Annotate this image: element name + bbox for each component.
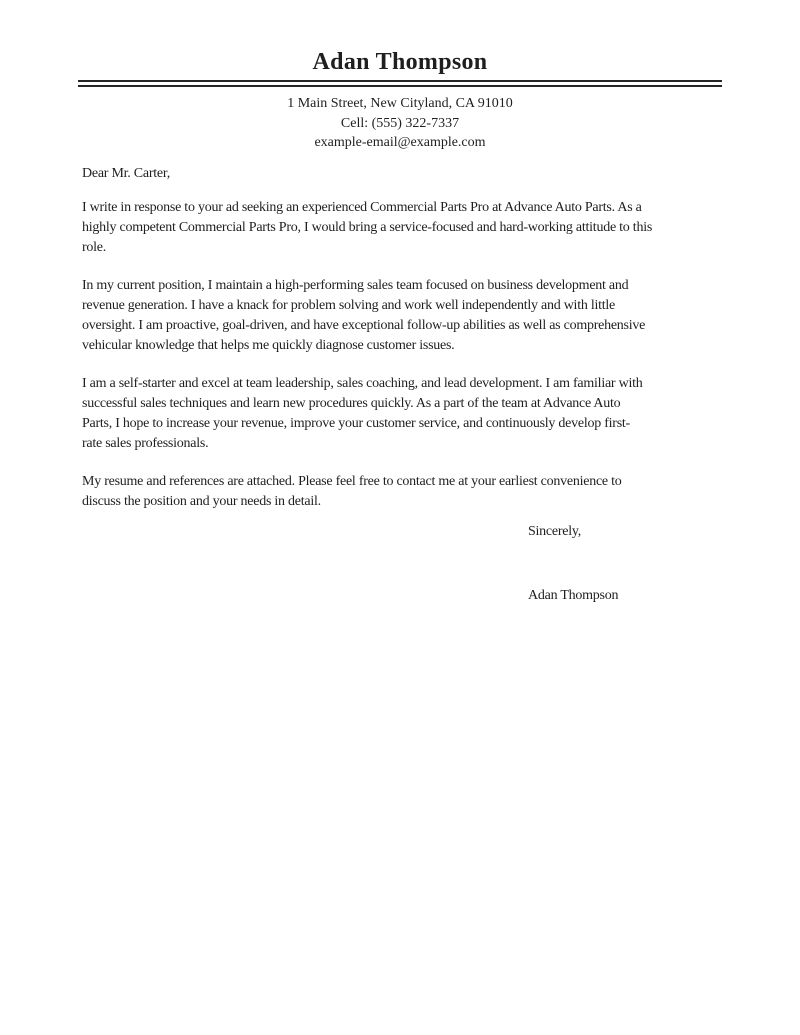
signature-name: Adan Thompson: [528, 587, 619, 603]
header-double-rule: [78, 80, 722, 87]
paragraph-intro: I write in response to your ad seeking an experienced Commercial Parts Pro at Advance Auto Parts. As a highly competent Commercial Parts Pro, I would bring a service-focused and hard-working attitude to this role.: [82, 199, 653, 255]
address-line: 1 Main Street, New Cityland, CA 91010: [287, 96, 513, 111]
paragraph-current-position: In my current position, I maintain a high-performing sales team focused on business development and revenue generation. I have a knack for problem solving and work well independently and with little oversight. I am proactive, goal-driven, and have exceptional follow-up abilities as well as comprehensive vehicular knowledge that helps me quickly diagnose customer issues.: [82, 277, 646, 353]
email-line: example-email@example.com: [314, 135, 486, 150]
closing-salutation: Sincerely,: [528, 523, 581, 539]
closing-block: [528, 522, 760, 606]
author-name-title: Adan Thompson: [312, 49, 488, 75]
salutation: Dear Mr. Carter,: [82, 165, 170, 181]
letter-body: [82, 164, 760, 606]
paragraph-resume-attached: My resume and references are attached. Please feel free to contact me at your earliest convenience to discuss the position and your needs in detail.: [82, 473, 622, 509]
phone-line: Cell: (555) 322-7337: [340, 115, 460, 131]
contact-info-block: [0, 94, 800, 153]
paragraph-skills: I am a self-starter and excel at team leadership, sales coaching, and lead development. I am familiar with successful sales techniques and learn new procedures quickly. As a part of the team at Advance Auto Parts, I hope to increase your revenue, improve your customer service, and continuously develop first- rate sales professionals.: [82, 375, 643, 451]
letter-header: [0, 48, 800, 153]
